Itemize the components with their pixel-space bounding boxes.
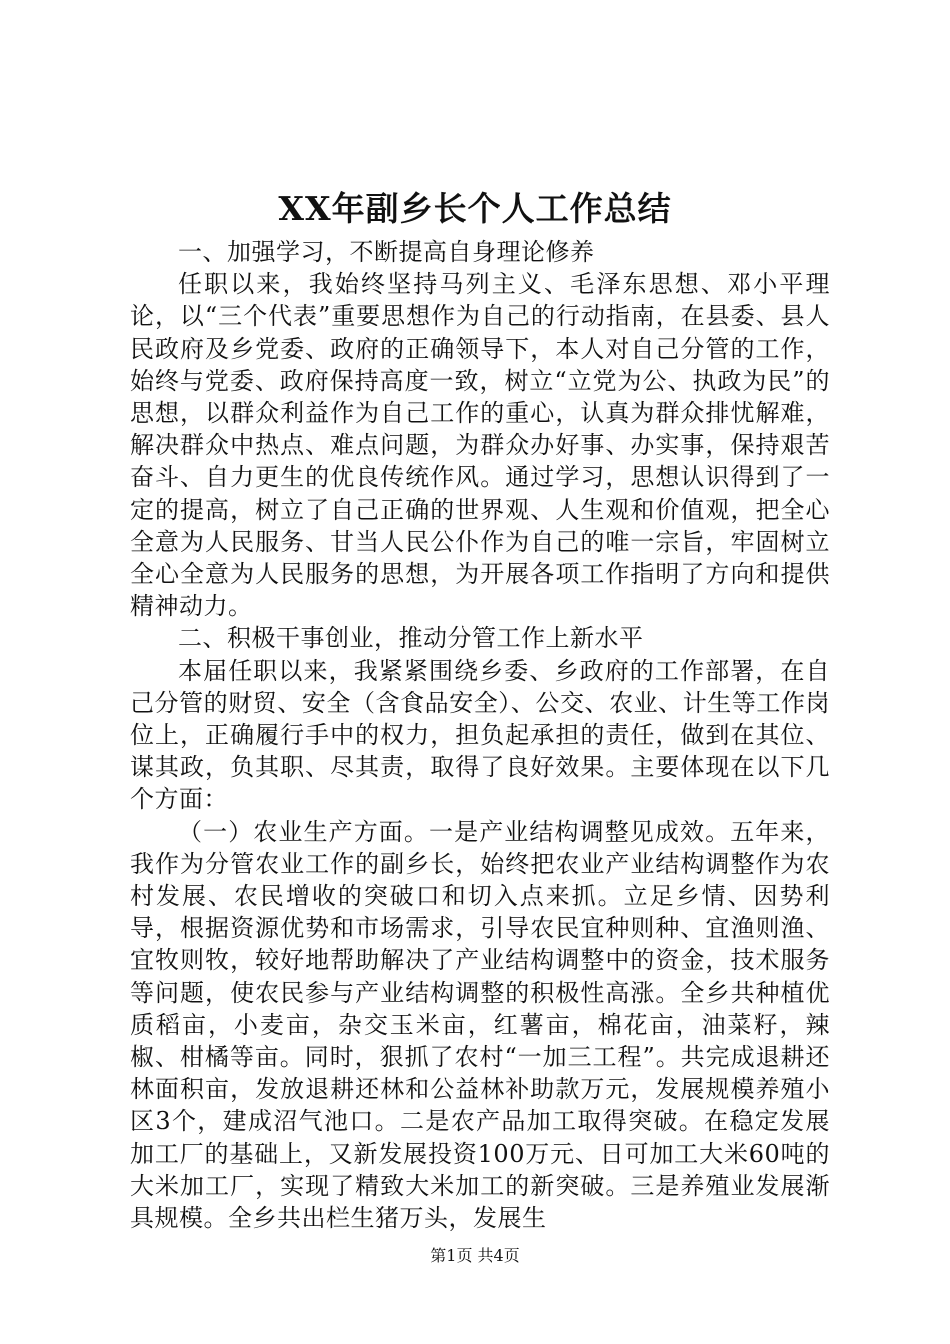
- section-heading-1: 一、加强学习，不断提高自身理论修养: [178, 238, 595, 266]
- body-paragraph-1: 任职以来，我始终坚持马列主义、毛泽东思想、邓小平理论，以“三个代表”重要思想作为自己的行动指南，在县委、县人民政府及乡党委、政府的正确领导下，本人对自己分管的工作，始终与党委、政府保持高度一致，树立“立党为公、执政为民”的思想，以群众利益作为自己工作的重心，认真为群众排忧解难，解决群众中热点、难点问题，为群众办好事、办实事，保持艰苦奋斗、自力更生的优良传统作风。通过学习，思想认识得到了一定的提高，树立了自己正确的世界观、人生观和价值观，把全心全意为人民服务、甘当人民公仆作为自己的唯一宗旨，牢固树立全心全意为人民服务的思想，为开展各项工作指明了方向和提供精神动力。: [130, 270, 830, 621]
- body-paragraph-3: （一）农业生产方面。一是产业结构调整见成效。五年来，我作为分管农业工作的副乡长，始终把农业产业结构调整作为农村发展、农民增收的突破口和切入点来抓。立足乡情、因势利导，根据资源优势和市场需求，引导农民宜种则种、宜渔则渔、宜牧则牧，较好地帮助解决了产业结构调整中的资金，技术服务等问题，使农民参与产业结构调整的积极性高涨。全乡共种植优质稻亩，小麦亩，杂交玉米亩，红薯亩，棉花亩，油菜籽，辣椒、柑橘等亩。同时，狠抓了农村“一加三工程”。共完成退耕还林面积亩，发放退耕还林和公益林补助款万元，发展规模养殖小区3个，建成沼气池口。二是农产品加工取得突破。在稳定发展加工厂的基础上，又新发展投资100万元、日可加工大米60吨的大米加工厂，实现了精致大米加工的新突破。三是养殖业发展渐具规模。全乡共出栏生猪万头，发展生: [130, 817, 830, 1233]
- document-body: [130, 236, 830, 1234]
- document-title: XX年副乡长个人工作总结: [278, 189, 672, 228]
- section-heading-2: 二、积极干事创业，推动分管工作上新水平: [178, 624, 644, 653]
- body-paragraph-2: 本届任职以来，我紧紧围绕乡委、乡政府的工作部署，在自己分管的财贸、安全（含食品安全）、公交、农业、计生等工作岗位上，正确履行手中的权力，担负起承担的责任，做到在其位、谋其政，负其职、尽其责，取得了良好效果。主要体现在以下几个方面：: [130, 656, 830, 814]
- page-footer: 第1页 共4页: [430, 1246, 520, 1265]
